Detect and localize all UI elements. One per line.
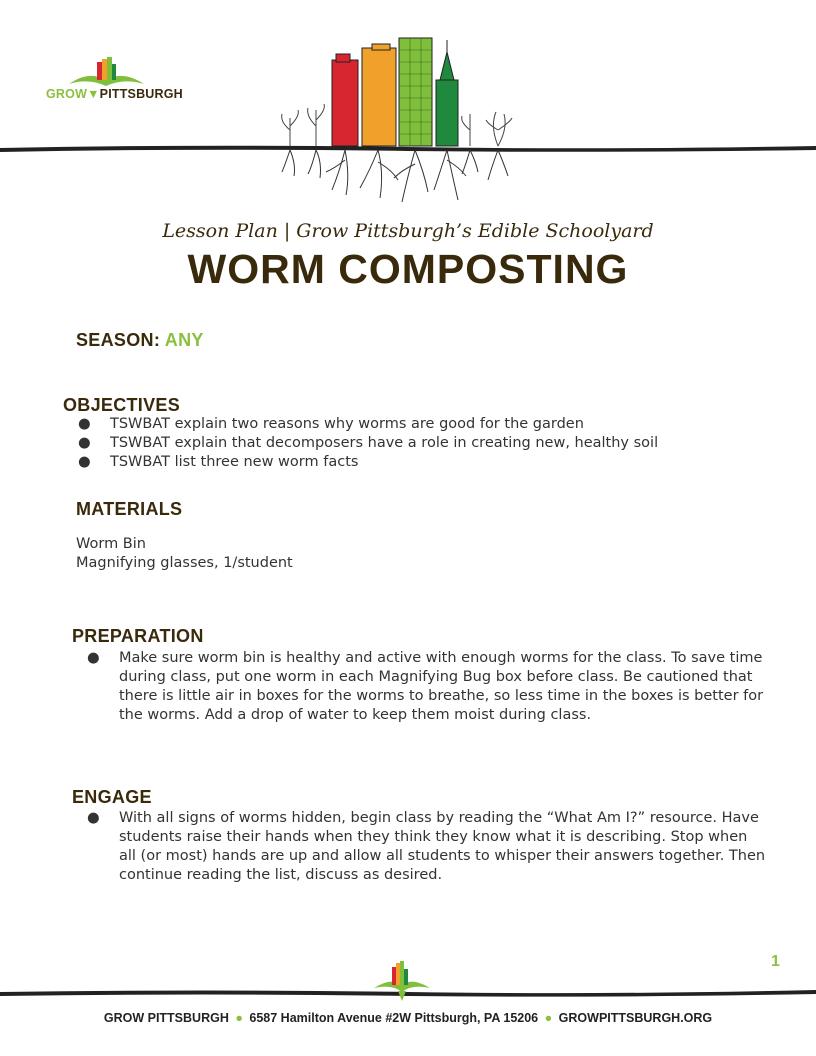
lesson-subtitle: Lesson Plan | Grow Pittsburgh’s Edible Schoolyard [162, 220, 654, 242]
list-item: Worm Bin [76, 536, 146, 552]
materials-list [76, 535, 293, 573]
bullet-icon: ● [87, 810, 100, 826]
page-number: 1 [771, 953, 780, 970]
footer-contact [0, 1011, 816, 1025]
list-item: Magnifying glasses, 1/student [76, 555, 293, 571]
engage-list [87, 809, 767, 885]
preparation-list [87, 649, 767, 725]
list-item: ● TSWBAT explain two reasons why worms are good for the garden [78, 416, 584, 432]
logo-text-green: GROW [46, 87, 88, 101]
materials-heading: MATERIALS [76, 499, 183, 519]
season-line [76, 330, 204, 351]
logo-wordmark: GROW▼PITTSBURGH [46, 87, 183, 101]
objectives-heading: OBJECTIVES [63, 395, 181, 415]
list-item: ● With all signs of worms hidden, begin class by reading the “What Am I?” resource. Have students raise their hands when they think they know what it is describing. Stop when all (or most) hands are up and allow all students to whisper their answers together. Then continue reading the list, discuss as desired. [87, 810, 766, 883]
footer-website[interactable]: GROWPITTSBURGH.ORG [558, 1011, 713, 1025]
list-item: ● TSWBAT explain that decomposers have a role in creating new, healthy soil [78, 435, 659, 451]
bullet-icon: ● [78, 435, 91, 451]
page-title: WORM COMPOSTING [187, 246, 629, 292]
season-value: ANY [164, 330, 204, 350]
objectives-list [78, 415, 798, 472]
bullet-icon: ● [78, 416, 91, 432]
city-skyline-roots-icon [0, 30, 816, 220]
footer-org: GROW PITTSBURGH [103, 1011, 229, 1025]
list-item: ● Make sure worm bin is healthy and active with enough worms for the class. To save time during class, put one worm in each Magnifying Bug box before class. Be cautioned that there is little air in boxes for the worms to breathe, so less time in the boxes is better for the worms. Add a drop of water to keep them moist during class. [87, 650, 764, 723]
logo-text-dark: PITTSBURGH [99, 87, 183, 101]
footer-separator: ● [235, 1011, 243, 1025]
list-item: ● TSWBAT list three new worm facts [78, 454, 359, 470]
season-label: SEASON: [76, 330, 161, 350]
bullet-icon: ● [87, 650, 100, 666]
engage-heading: ENGAGE [72, 787, 152, 807]
footer-logo-icon [0, 955, 816, 1005]
preparation-heading: PREPARATION [72, 626, 204, 646]
footer-separator: ● [544, 1011, 553, 1025]
bullet-icon: ● [78, 454, 91, 470]
footer-address: 6587 Hamilton Avenue #2W Pittsburgh, PA 15206 [249, 1011, 539, 1025]
